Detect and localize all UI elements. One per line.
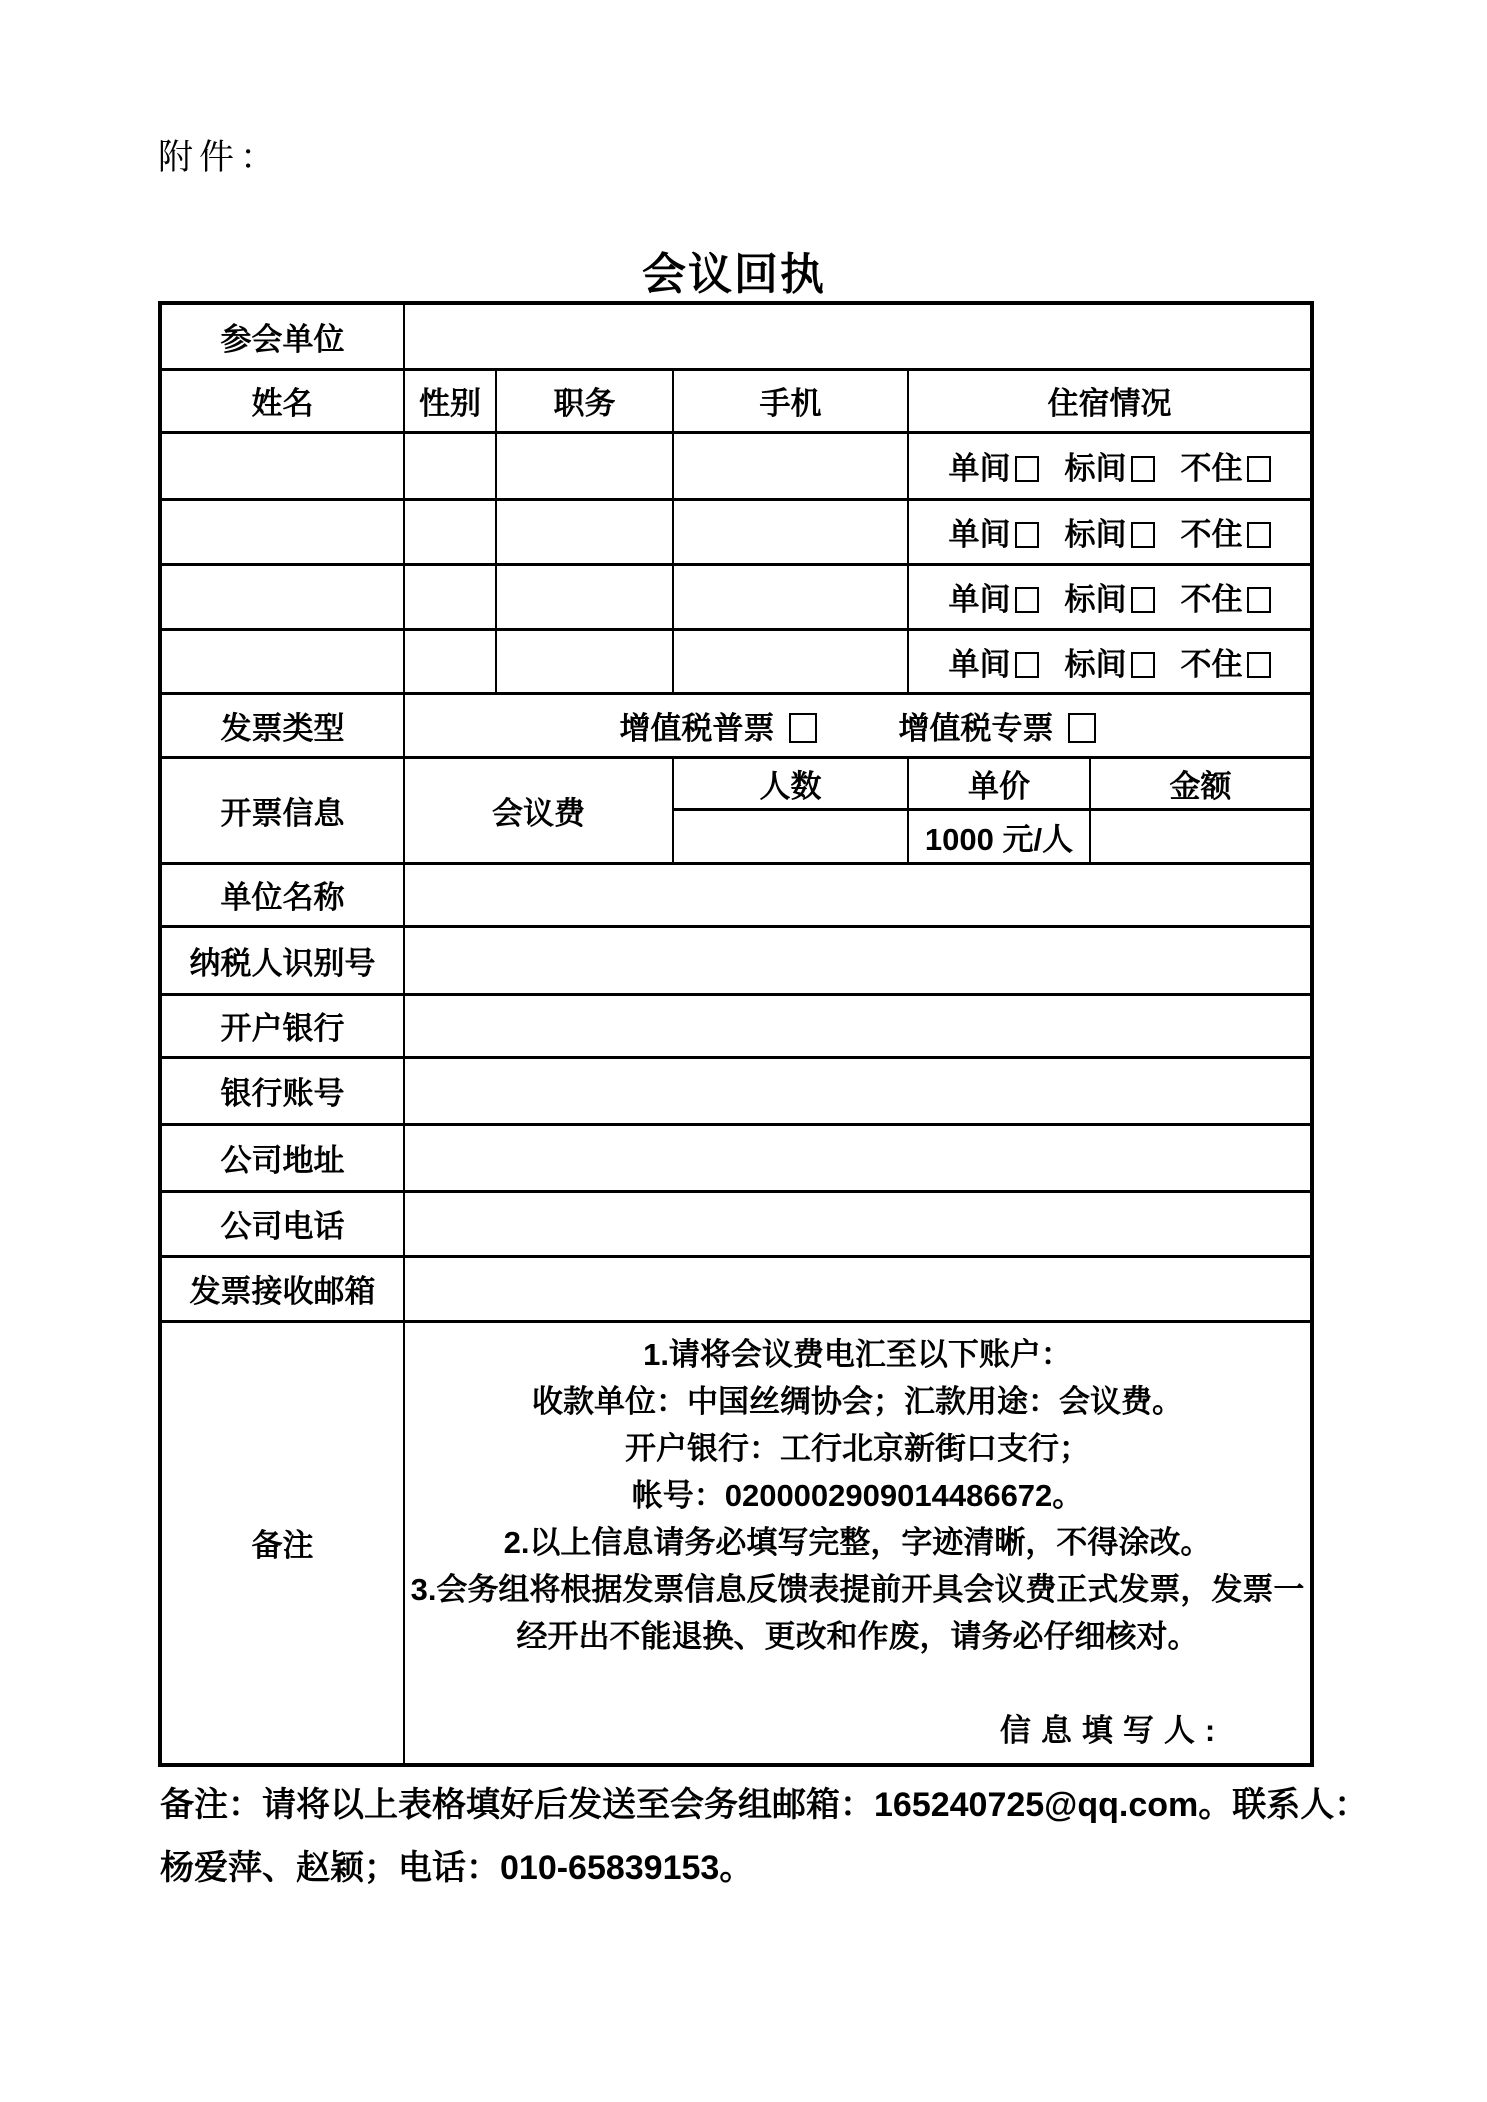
option-standard-room-label: 标间 xyxy=(1064,451,1127,486)
taxpayer-id-label: 纳税人识别号 xyxy=(160,926,404,994)
position-input-cell[interactable] xyxy=(496,629,673,693)
accommodation-cell xyxy=(908,629,1312,693)
remark-line-6: 3.会务组将根据发票信息反馈表提前开具会议费正式发票，发票一 xyxy=(410,1572,1305,1608)
unit-price-value: 1000 元/人 xyxy=(908,809,1090,863)
position-input-cell[interactable] xyxy=(496,564,673,629)
bank-label: 开户银行 xyxy=(160,994,404,1057)
mobile-input-cell[interactable] xyxy=(673,432,908,499)
footer-note-line-1: 备注：请将以上表格填好后发送至会务组邮箱：165240725@qq.com。联系人： xyxy=(160,1786,1369,1824)
footer-note xyxy=(160,1774,1400,1900)
unit-price-header: 单价 xyxy=(908,757,1090,809)
attendee-unit-label: 参会单位 xyxy=(160,303,404,369)
invoice-email-label: 发票接收邮箱 xyxy=(160,1256,404,1321)
position-input-cell[interactable] xyxy=(496,432,673,499)
col-header-gender: 性别 xyxy=(404,369,496,432)
option-standard-room-label: 标间 xyxy=(1064,582,1127,617)
vat-special-invoice-label: 增值税专票 xyxy=(898,710,1054,746)
standard-room-checkbox[interactable] xyxy=(1131,522,1155,548)
company-phone-input-cell[interactable] xyxy=(404,1191,1312,1256)
mobile-input-cell[interactable] xyxy=(673,499,908,564)
remark-label: 备注 xyxy=(160,1321,404,1765)
option-standard-room-label: 标间 xyxy=(1064,646,1127,682)
no-stay-checkbox[interactable] xyxy=(1247,522,1271,548)
bank-input-cell[interactable] xyxy=(404,994,1312,1057)
headcount-header: 人数 xyxy=(673,757,908,809)
vat-special-invoice-checkbox[interactable] xyxy=(1068,713,1096,743)
position-input-cell[interactable] xyxy=(496,499,673,564)
attendee-unit-input-cell[interactable] xyxy=(404,303,1312,369)
vat-general-invoice-checkbox[interactable] xyxy=(789,713,817,743)
single-room-checkbox[interactable] xyxy=(1015,652,1039,678)
bank-account-label: 银行账号 xyxy=(160,1057,404,1124)
remark-content-cell xyxy=(404,1321,1312,1765)
bank-account-input-cell[interactable] xyxy=(404,1057,1312,1124)
name-input-cell[interactable] xyxy=(160,564,404,629)
reply-form-table xyxy=(158,301,1314,1767)
standard-room-checkbox[interactable] xyxy=(1131,587,1155,613)
option-standard-room-label: 标间 xyxy=(1064,517,1127,552)
mobile-input-cell[interactable] xyxy=(673,629,908,693)
no-stay-checkbox[interactable] xyxy=(1247,587,1271,613)
col-header-position: 职务 xyxy=(496,369,673,432)
gender-input-cell[interactable] xyxy=(404,564,496,629)
name-input-cell[interactable] xyxy=(160,432,404,499)
option-single-room-label: 单间 xyxy=(948,646,1011,682)
company-name-label: 单位名称 xyxy=(160,863,404,926)
option-no-stay-label: 不住 xyxy=(1180,517,1243,552)
option-no-stay-label: 不住 xyxy=(1180,451,1243,486)
col-header-accommodation: 住宿情况 xyxy=(908,369,1312,432)
invoice-email-input-cell[interactable] xyxy=(404,1256,1312,1321)
remark-line-7: 经开出不能退换、更改和作废，请务必仔细核对。 xyxy=(516,1619,1199,1655)
invoice-type-label: 发票类型 xyxy=(160,693,404,757)
billing-info-label: 开票信息 xyxy=(160,757,404,863)
footer-note-line-2: 杨爱萍、赵颖；电话：010-65839153。 xyxy=(160,1849,754,1887)
option-single-room-label: 单间 xyxy=(948,451,1011,486)
amount-header: 金额 xyxy=(1090,757,1312,809)
remark-line-1: 1.请将会议费电汇至以下账户： xyxy=(643,1337,1072,1373)
no-stay-checkbox[interactable] xyxy=(1247,456,1271,482)
no-stay-checkbox[interactable] xyxy=(1247,652,1271,678)
amount-input-cell[interactable] xyxy=(1090,809,1312,863)
company-name-input-cell[interactable] xyxy=(404,863,1312,926)
col-header-name: 姓名 xyxy=(160,369,404,432)
attachment-label: 附件： xyxy=(158,138,282,177)
standard-room-checkbox[interactable] xyxy=(1131,652,1155,678)
gender-input-cell[interactable] xyxy=(404,499,496,564)
invoice-type-cell xyxy=(404,693,1312,757)
accommodation-cell xyxy=(908,564,1312,629)
company-phone-label: 公司电话 xyxy=(160,1191,404,1256)
standard-room-checkbox[interactable] xyxy=(1131,456,1155,482)
col-header-mobile: 手机 xyxy=(673,369,908,432)
remark-line-4: 帐号：0200002909014486672。 xyxy=(631,1478,1084,1514)
info-filler-label: 信息填写人: xyxy=(999,1713,1226,1749)
name-input-cell[interactable] xyxy=(160,629,404,693)
accommodation-cell xyxy=(908,499,1312,564)
single-room-checkbox[interactable] xyxy=(1015,522,1039,548)
remark-line-3: 开户银行：工行北京新街口支行； xyxy=(625,1431,1091,1467)
page-title: 会议回执 xyxy=(642,250,826,299)
accommodation-cell xyxy=(908,432,1312,499)
gender-input-cell[interactable] xyxy=(404,629,496,693)
name-input-cell[interactable] xyxy=(160,499,404,564)
single-room-checkbox[interactable] xyxy=(1015,456,1039,482)
headcount-input-cell[interactable] xyxy=(673,809,908,863)
taxpayer-id-input-cell[interactable] xyxy=(404,926,1312,994)
option-single-room-label: 单间 xyxy=(948,582,1011,617)
option-single-room-label: 单间 xyxy=(948,517,1011,552)
option-no-stay-label: 不住 xyxy=(1180,582,1243,617)
company-address-label: 公司地址 xyxy=(160,1124,404,1191)
mobile-input-cell[interactable] xyxy=(673,564,908,629)
remark-line-2: 收款单位：中国丝绸协会；汇款用途：会议费。 xyxy=(532,1384,1184,1420)
vat-general-invoice-label: 增值税普票 xyxy=(619,710,775,746)
company-address-input-cell[interactable] xyxy=(404,1124,1312,1191)
single-room-checkbox[interactable] xyxy=(1015,587,1039,613)
conference-fee-label: 会议费 xyxy=(404,757,673,863)
remark-line-5: 2.以上信息请务必填写完整，字迹清晰，不得涂改。 xyxy=(503,1525,1212,1561)
gender-input-cell[interactable] xyxy=(404,432,496,499)
option-no-stay-label: 不住 xyxy=(1180,646,1243,682)
